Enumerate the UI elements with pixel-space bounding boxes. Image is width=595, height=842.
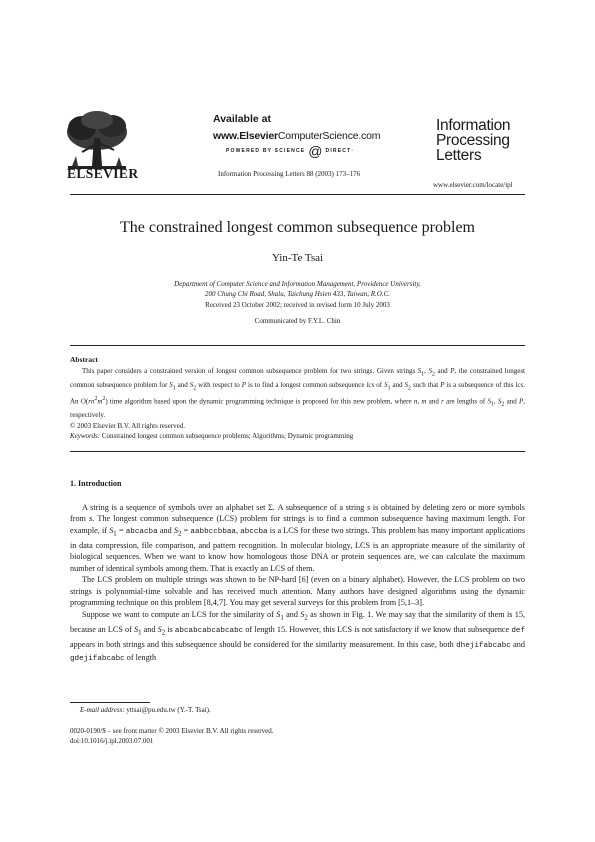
section-heading: 1. Introduction: [70, 479, 122, 488]
issn-line: 0020-0190/$ – see front matter © 2003 Elsevier B.V. All rights reserved.: [70, 727, 274, 735]
abstract-bottom-rule: [70, 451, 525, 452]
email-label: E-mail address:: [80, 706, 125, 714]
abstract-top-rule: [70, 345, 525, 346]
keywords: [70, 432, 525, 440]
body-paragraph: The LCS problem on multiple strings was shown to be NP-hard [6] (even on a binary alphabet). However, the LCS problem on two strings is polynomial-time solvable and has received much attention. Many authors have designed algorithms using the dynamic programming technique on this problem [8,4,7]. You may get several surveys for this problem from [5,1–3].: [70, 575, 525, 608]
journal-logo-line: Information: [436, 117, 511, 134]
body-paragraph: A string is a sequence of symbols over an alphabet set Σ. A subsequence of a string s is obtained by deleting zero or more symbols from s. The longest common subsequence (LCS) problem for strings is to find a common subsequence having maximum length. For example, if $S_1$ = abcacba and $S_2$ = aabbccbbaa, abccba is a LCS for these two strings. This problem has many important applications in data compression, file comparison, and pattern recognition. In molecular biology, LCS is an appropriate measure of the similarity of biological sequences. When we want to know how homologous those DNA or protein sequences are, we can calculate the maximum number of identical symbols among them. That is exactly an LCS of them.: [70, 503, 526, 573]
journal-logo: [436, 118, 510, 163]
site-suffix: ComputerScience.com: [277, 130, 381, 142]
header-rule: [70, 194, 525, 195]
sciencedirect-site[interactable]: [213, 130, 380, 142]
journal-logo-line: Processing: [436, 132, 510, 149]
abstract-text: [70, 366, 525, 431]
affiliation-line: Department of Computer Science and Information Management, Providence University,: [174, 280, 421, 288]
powered-left: POWERED BY SCIENCE: [226, 148, 306, 154]
publisher-name: ELSEVIER: [67, 166, 139, 181]
article-author: Yin-Te Tsai: [271, 252, 324, 264]
abstract-copyright: © 2003 Elsevier B.V. All rights reserved.: [70, 421, 186, 430]
journal-logo-line: Letters: [436, 147, 482, 164]
front-matter: [70, 727, 274, 746]
abstract-paragraph: This paper considers a constrained version of longest common subsequence problem for two strings. Given strings $S_1$, $S_2$ and P, the constrained longest common subsequence problem for $S_1$ and $S_2$ with respect to P is to find a longest common subsequence lcs of $S_1$ and $S_2$ such that P is a subsequence of this lcs. An $O(rn^2m^2)$ time algorithm based upon the dynamic programming technique is proposed for this new problem, where n, m and r are lengths of $S_1$, $S_2$ and P, respectively.: [70, 367, 526, 419]
author-affiliation: [0, 279, 595, 299]
keywords-label: Keywords:: [70, 432, 101, 440]
powered-by-sciencedirect: [226, 143, 355, 159]
site-prefix: www.Elsevier: [213, 130, 278, 142]
article-title: The constrained longest common subsequence problem: [119, 219, 475, 236]
section-body: [70, 502, 525, 666]
communicated-by: Communicated by F.Y.L. Chin: [254, 317, 341, 325]
journal-url[interactable]: www.elsevier.com/locate/ipl: [433, 181, 513, 189]
powered-right: DIRECT·: [325, 148, 355, 154]
affiliation-line: 200 Chung Chi Road, Shalu, Taichung Hsien 433, Taiwan, R.O.C.: [204, 290, 390, 298]
footnote-rule: [70, 702, 150, 703]
doi-line: doi:10.1016/j.ipl.2003.07.001: [70, 736, 154, 745]
journal-reference: Information Processing Letters 88 (2003) 173–176: [218, 170, 361, 178]
body-paragraph: Suppose we want to compute an LCS for the similarity of $S_1$ and $S_2$ as shown in Fig. 1. We may say that the similarity of them is 15, because an LCS of $S_1$ and $S_2$ is abcabcabcabcabc of length 15. However, this LCS is not satisfactory if we know that subsequence def appears in both strings and this subsequence should be considered for the similarity measurement. In this case, both dhejifabcabc and gdejifabcabc of length: [70, 609, 525, 664]
at-logo-icon: @: [308, 143, 323, 159]
abstract-heading: Abstract: [70, 355, 98, 364]
footnote-email: [80, 706, 211, 714]
keywords-text: Constrained longest common subsequence problems; Algorithms; Dynamic programming: [100, 432, 354, 440]
email-text: yttsai@pu.edu.tw (Y.-T. Tsai).: [124, 706, 211, 714]
available-at: Available at: [213, 113, 271, 125]
received-dates: Received 23 October 2002; received in revised form 10 July 2003: [205, 301, 390, 309]
elsevier-tree-logo: [62, 110, 132, 172]
